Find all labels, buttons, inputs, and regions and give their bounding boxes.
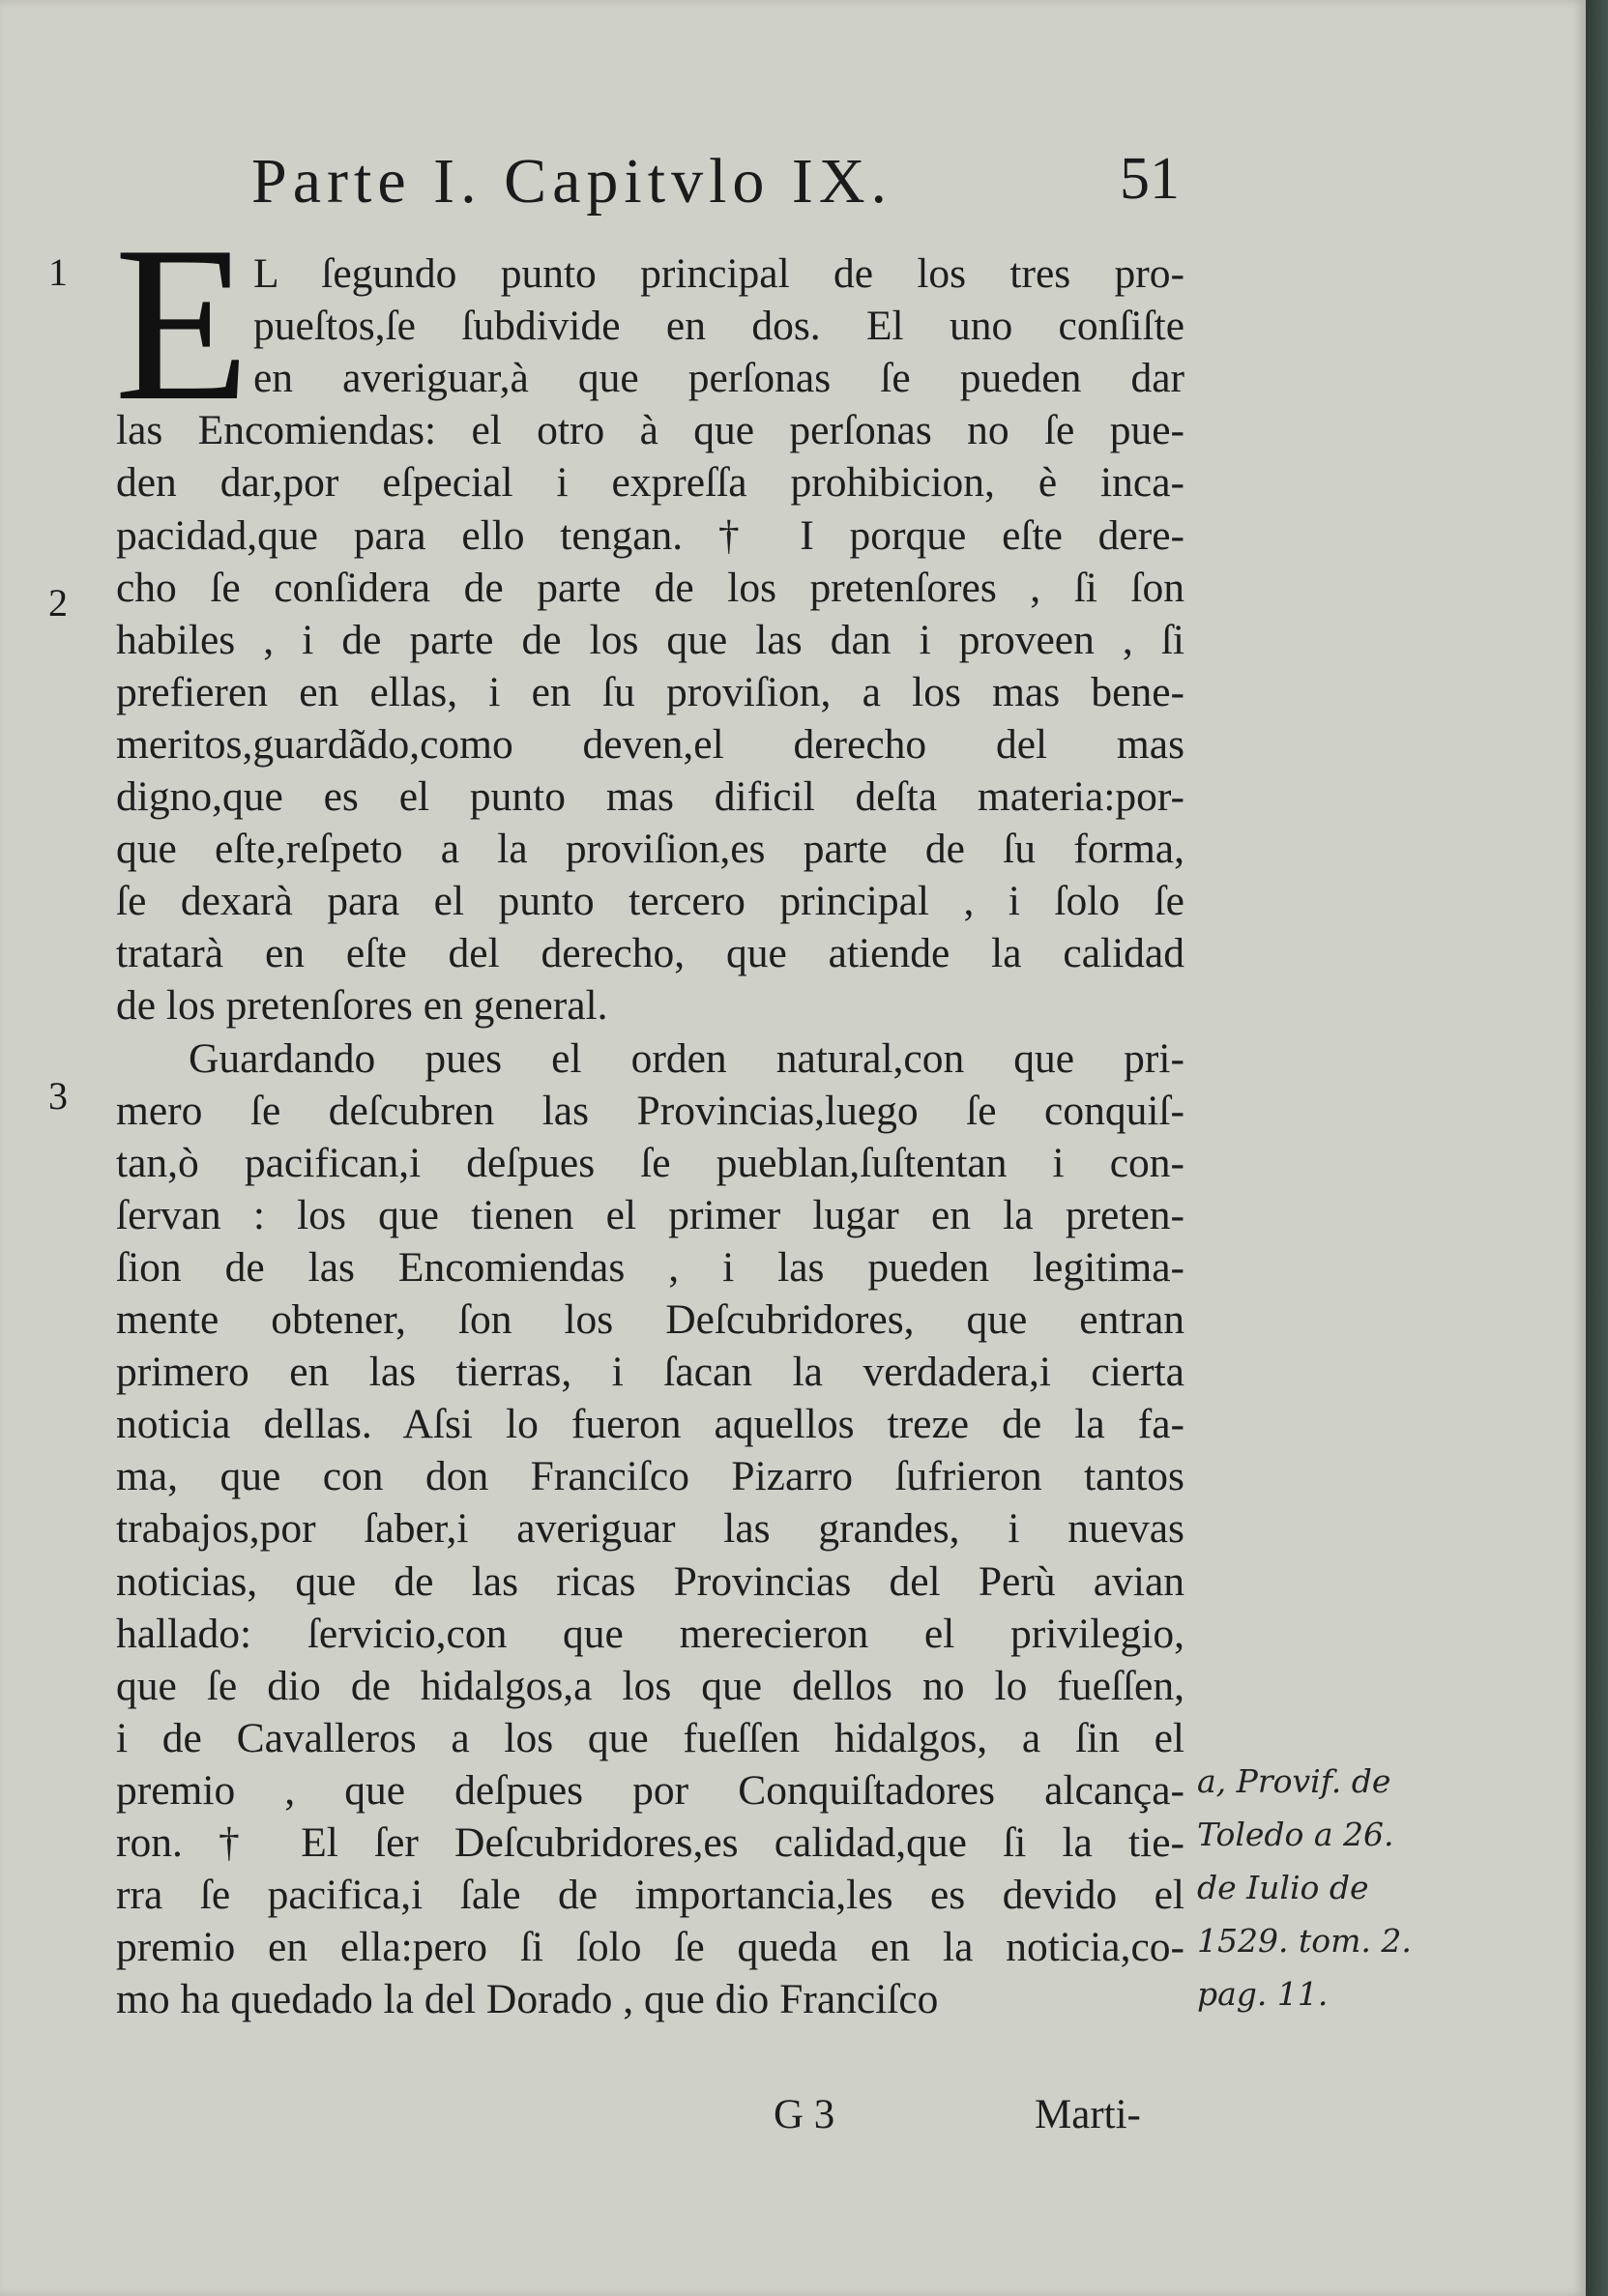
text-line: L ſegundo punto principal de los tres pro- bbox=[253, 250, 1184, 297]
drop-capital: E bbox=[114, 200, 250, 447]
text-line: trabajos,por ſaber,i averiguar las grandes, i nuevas bbox=[116, 1505, 1184, 1553]
text-line: ron. † El ſer Deſcubridores,es calidad,que ſi la tie- bbox=[116, 1819, 1184, 1866]
running-header bbox=[251, 145, 1180, 222]
marginal-note bbox=[1197, 1755, 1458, 2020]
text-line: ſervan : los que tienen el primer lugar en la preten- bbox=[116, 1191, 1184, 1238]
signature-mark: G 3 bbox=[774, 2092, 835, 2137]
text-line: premio en ella:pero ſi ſolo ſe queda en la noticia,co- bbox=[116, 1924, 1184, 1971]
text-line: que eſte,reſpeto a la proviſion,es parte de ſu forma, bbox=[116, 826, 1184, 873]
margin-number-1: 1 bbox=[48, 250, 68, 294]
text-line: hallado: ſervicio,con que merecieron el privilegio, bbox=[116, 1610, 1184, 1657]
text-line: ſion de las Encomiendas , i las pueden legitima- bbox=[116, 1243, 1184, 1291]
text-line: tratarà en eſte del derecho, que atiende la calidad bbox=[116, 930, 1184, 977]
page-number: 51 bbox=[1120, 146, 1180, 212]
text-line: noticias, que de las ricas Provincias del Perù avian bbox=[116, 1557, 1184, 1605]
text-line: prefieren en ellas, i en ſu proviſion, a los mas bene- bbox=[116, 668, 1184, 715]
text-line: mente obtener, ſon los Deſcubridores, que entran bbox=[116, 1296, 1184, 1343]
text-line: Guardando pues el orden natural,con que pri- bbox=[189, 1034, 1184, 1082]
text-line: premio , que deſpues por Conquiſtadores alcança- bbox=[116, 1766, 1184, 1814]
text-line: de los pretenſores en general. bbox=[116, 982, 608, 1030]
margin-number-2: 2 bbox=[48, 581, 68, 625]
text-line: las Encomiendas: el otro à que perſonas no ſe pue- bbox=[116, 407, 1184, 454]
text-line: meritos,guardãdo,como deven,el derecho del mas bbox=[116, 720, 1184, 768]
text-line: mero ſe deſcubren las Provincias,luego ſe conquiſ- bbox=[116, 1087, 1184, 1134]
text-line: mo ha quedado la del Dorado , que dio Franciſco bbox=[116, 1976, 939, 2023]
text-line: habiles , i de parte de los que las dan i proveen , ſi bbox=[116, 616, 1184, 663]
text-line: i de Cavalleros a los que fueſſen hidalgos, a ſin el bbox=[116, 1714, 1184, 1761]
text-line: cho ſe conſidera de parte de los pretenſores , ſi ſon bbox=[116, 564, 1184, 611]
marginal-note-line: 1529. tom. 2. bbox=[1197, 1922, 1412, 1960]
marginal-note-line: de Iulio de bbox=[1197, 1869, 1369, 1906]
text-line: ſe dexarà para el punto tercero principal , i ſolo ſe bbox=[116, 878, 1184, 925]
text-line: digno,que es el punto mas dificil deſta materia:por- bbox=[116, 773, 1184, 820]
marginal-note-line: Toledo a 26. bbox=[1197, 1816, 1394, 1853]
text-line: den dar,por eſpecial i expreſſa prohibicion, è inca- bbox=[116, 459, 1184, 507]
text-line: pueſtos,ſe ſubdivide en dos. El uno conſiſte bbox=[253, 303, 1184, 350]
text-line: primero en las tierras, i ſacan la verdadera,i cierta bbox=[116, 1349, 1184, 1396]
text-line: que ſe dio de hidalgos,a los que dellos no lo fueſſen, bbox=[116, 1662, 1184, 1709]
book-edge bbox=[1586, 0, 1608, 2296]
text-line: en averiguar,à que perſonas ſe pueden dar bbox=[253, 355, 1184, 402]
header-title: Parte I. Capitvlo IX. bbox=[251, 146, 893, 217]
text-line: noticia dellas. Aſsi lo fueron aquellos treze de la fa- bbox=[116, 1401, 1184, 1448]
margin-number-3: 3 bbox=[48, 1074, 68, 1118]
text-line: pacidad,que para ello tengan. † I porque eſte dere- bbox=[116, 511, 1184, 559]
catchword: Marti- bbox=[1035, 2092, 1141, 2137]
marginal-note-line: a, Provif. de bbox=[1197, 1762, 1391, 1800]
marginal-note-line: pag. 11. bbox=[1197, 1975, 1329, 2013]
text-line: tan,ò pacifican,i deſpues ſe pueblan,ſuſtentan i con- bbox=[116, 1139, 1184, 1186]
text-line: ma, que con don Franciſco Pizarro ſufrieron tantos bbox=[116, 1453, 1184, 1500]
text-line: rra ſe pacifica,i ſale de importancia,les es devido el bbox=[116, 1872, 1184, 1919]
